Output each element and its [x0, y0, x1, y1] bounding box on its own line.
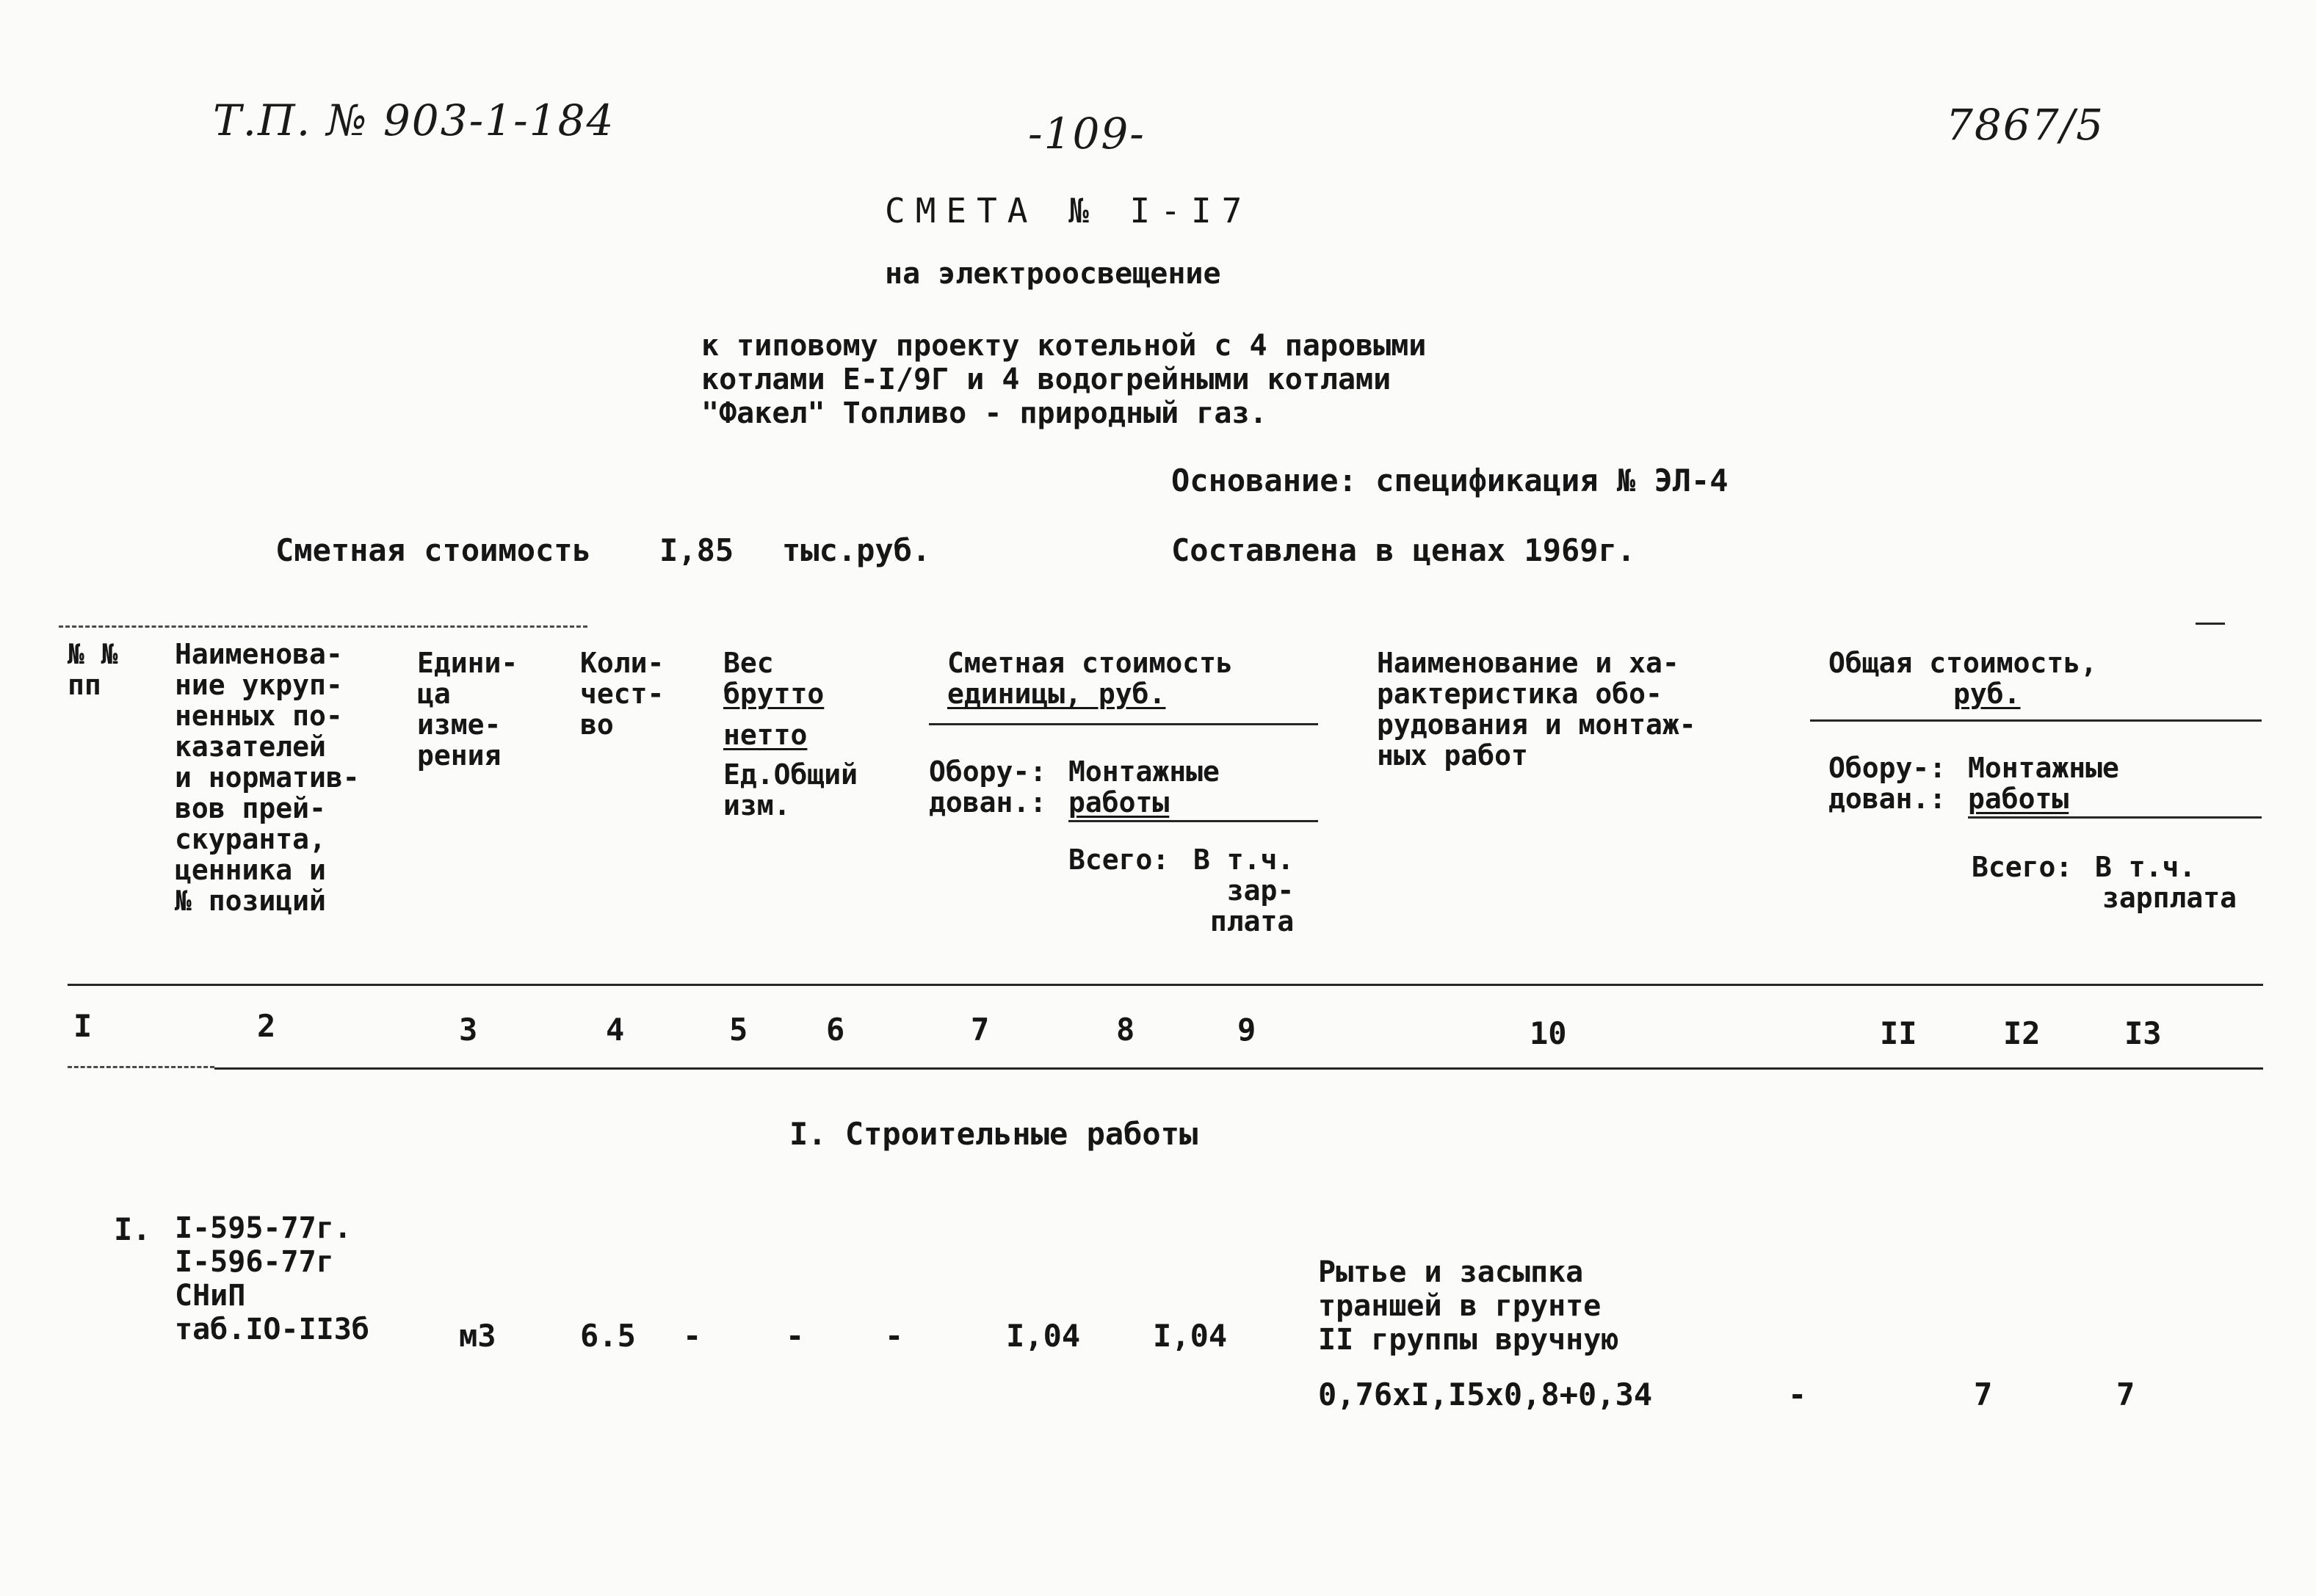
row-unit-total: I,04	[1006, 1318, 1081, 1354]
column-numbers-rule	[214, 1067, 2263, 1070]
row-formula: 0,76хI,I5х0,8+0,34	[1318, 1376, 1653, 1412]
header-unit-cost-equipment: Обору-: дован.:	[929, 755, 1047, 819]
header-unit-cost-wage: В т.ч. зар- плата	[1193, 844, 1295, 937]
project-number: Т.П. № 903-1-184	[213, 95, 615, 145]
row-unit: м3	[459, 1318, 496, 1354]
project-description	[701, 329, 1426, 430]
row-code: I-595-77г. I-596-77г СНиП таб.IO-II3б	[175, 1211, 369, 1346]
header-unit-cost-mounting: Монтажные работы	[1068, 755, 1220, 819]
estimated-cost-unit: тыс.руб.	[782, 532, 931, 568]
column-number: I2	[2003, 1015, 2041, 1051]
description-line: к типовому проекту котельной с 4 паровыми	[701, 329, 1427, 363]
header-unit-cost-total: Всего:	[1068, 844, 1170, 876]
row-total-all: 7	[1974, 1376, 1993, 1412]
column-number: I	[73, 1008, 93, 1044]
column-number: I3	[2124, 1015, 2162, 1051]
header-total-cost-sub-rule	[1968, 816, 2262, 819]
column-number: 10	[1530, 1015, 1567, 1051]
document-subtitle: на электроосвещение	[885, 257, 1221, 291]
estimated-cost-label: Сметная стоимость	[275, 532, 591, 568]
row-description: Рытье и засыпка траншей в грунте II группы вручную	[1318, 1255, 1619, 1357]
row-weight-unit: -	[683, 1318, 702, 1354]
header-col-weight: Вес брутто нетто Ед.Общий изм.	[723, 647, 858, 821]
table-top-rule	[59, 625, 587, 628]
row-total-wage: 7	[2116, 1376, 2135, 1412]
column-number: 4	[606, 1012, 625, 1048]
basis-line: Основание: спецификация № ЭЛ-4	[1171, 463, 1729, 498]
column-number: II	[1880, 1015, 1917, 1051]
header-unit-cost-rule	[929, 723, 1318, 725]
row-number: I.	[114, 1211, 151, 1247]
description-line: котлами Е-I/9Г и 4 водогрейными котлами	[701, 363, 1392, 396]
description-line: "Факел" Топливо - природный газ.	[701, 396, 1267, 430]
header-bottom-rule	[68, 984, 2263, 986]
column-number: 8	[1116, 1012, 1135, 1048]
header-total-cost-total: Всего:	[1972, 851, 2073, 883]
row-unit-equipment: -	[885, 1318, 904, 1354]
row-total-equipment: -	[1788, 1376, 1807, 1412]
page-number: -109-	[1028, 109, 1146, 159]
header-total-cost-mounting: Монтажные работы	[1968, 752, 2119, 815]
header-total-cost-rule	[1810, 719, 2262, 722]
section-title: I. Строительные работы	[789, 1116, 1198, 1152]
row-weight-total: -	[786, 1318, 805, 1354]
column-number: 7	[971, 1012, 990, 1048]
row-quantity: 6.5	[580, 1318, 636, 1354]
column-number: 9	[1237, 1012, 1256, 1048]
header-col-unit: Едини- ца изме- рения	[417, 647, 518, 772]
header-col-number: № № пп	[68, 638, 118, 701]
header-total-cost-equipment: Обору-: дован.:	[1828, 752, 1947, 815]
header-unit-cost-sub-rule	[1068, 820, 1318, 822]
column-number: 5	[729, 1012, 748, 1048]
document-title: СМЕТА № I-I7	[885, 191, 1253, 231]
column-numbers-rule-left	[68, 1066, 214, 1068]
header-unit-cost-title: Сметная стоимость единицы, руб.	[947, 647, 1233, 710]
price-basis: Составлена в ценах 1969г.	[1171, 532, 1636, 568]
header-col-description: Наименование и ха- рактеристика обо- рудования и монтаж- ных работ	[1377, 647, 1696, 772]
column-number: 6	[826, 1012, 845, 1048]
column-number: 3	[459, 1012, 478, 1048]
header-total-cost-wage: В т.ч. зарплата	[2095, 851, 2237, 914]
estimated-cost-value: I,85	[659, 532, 734, 568]
column-number: 2	[257, 1008, 276, 1044]
table-top-rule-right	[2196, 623, 2225, 625]
header-col-quantity: Коли- чест- во	[580, 647, 665, 741]
archive-number: 7867/5	[1946, 100, 2105, 150]
row-unit-wage: I,04	[1153, 1318, 1228, 1354]
header-col-name: Наименова- ние укруп- ненных по- казателей и норматив- вов прей- скуранта, ценника и № позиций	[175, 638, 360, 917]
header-total-cost-title: Общая стоимость, руб.	[1828, 647, 2098, 710]
